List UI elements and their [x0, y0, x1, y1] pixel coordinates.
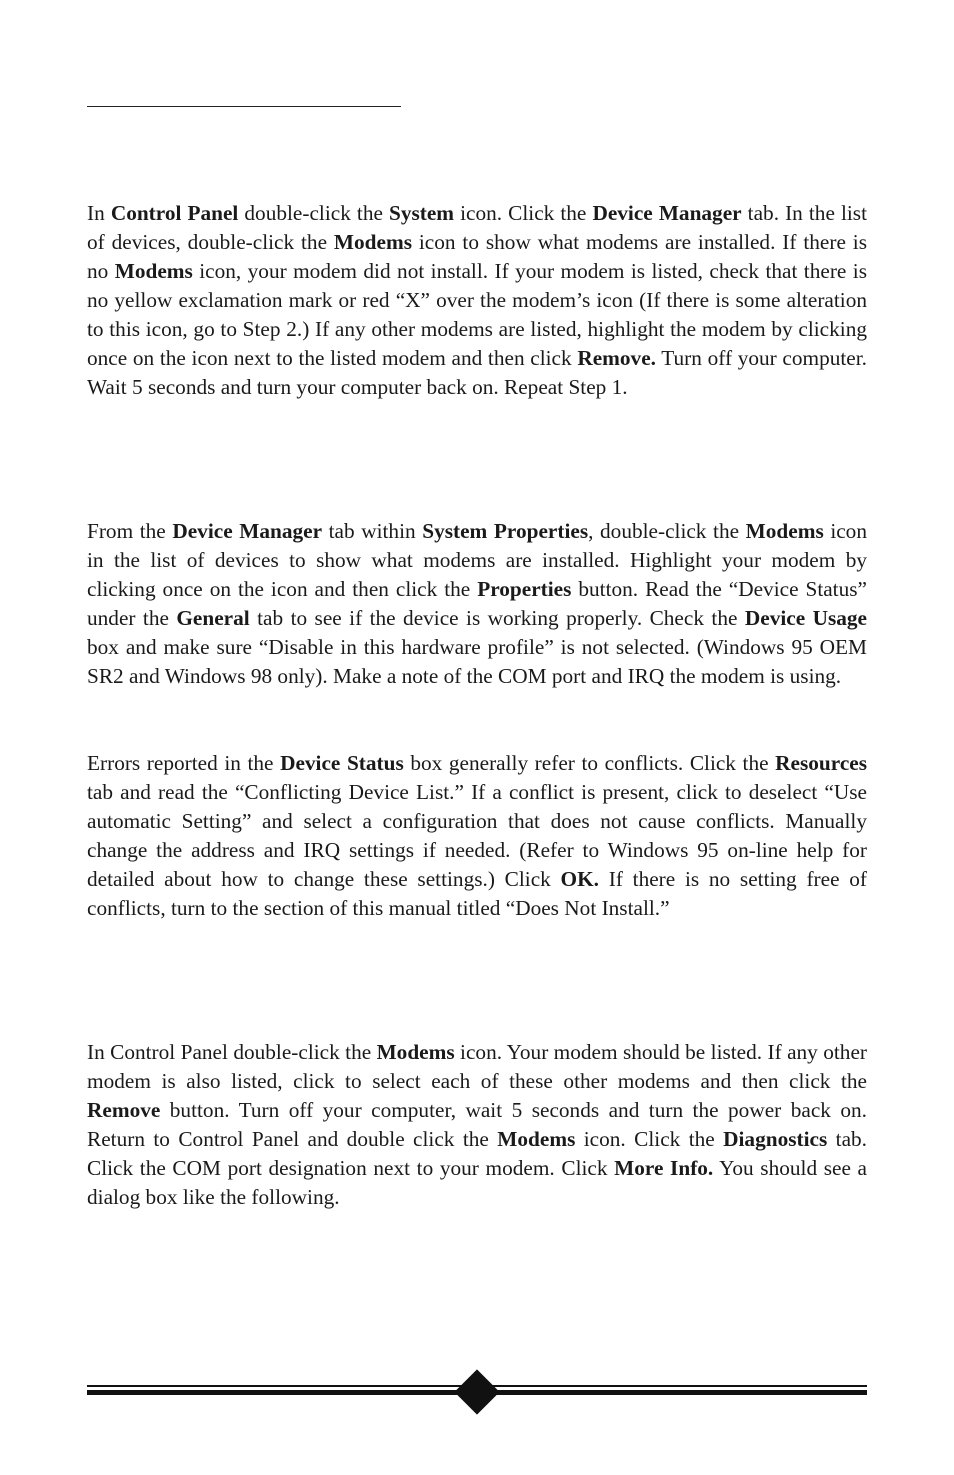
text-segment: tab to see if the device is working properly. Check the	[249, 606, 745, 630]
text-segment: button. Turn off your computer, wait 5 seconds and turn the power back on. Return to Control Panel and double click the	[87, 1098, 867, 1151]
text-segment: From the	[87, 519, 173, 543]
bold-term: General	[176, 606, 250, 630]
bold-term: Device Manager	[172, 519, 323, 543]
bold-term: System	[388, 201, 455, 225]
header-rule	[87, 106, 401, 107]
text-segment: If there is no setting free of conflicts, turn to the section of this manual titled “Does Not Install.”	[87, 867, 868, 920]
text-segment: icon in the list of devices to show what modems are installed. Highlight your modem by clicking once on the icon and then click the	[87, 519, 867, 601]
bold-term: Device Usage	[744, 606, 868, 630]
text-segment: icon. Click the	[575, 1127, 724, 1151]
bold-term: Remove.	[577, 346, 656, 370]
bold-term: Resources	[775, 751, 868, 775]
text-segment: tab within	[322, 519, 423, 543]
text-segment: In	[87, 201, 111, 225]
text-segment: icon. Click the	[454, 201, 593, 225]
text-segment: icon. Your modem should be listed. If any other modem is also listed, click to select each of these other modems and then click the	[87, 1040, 867, 1093]
bold-term: Modems	[497, 1127, 576, 1151]
bold-term: Modems	[376, 1040, 455, 1064]
paragraph-step-3	[87, 1038, 867, 1212]
text-segment: box generally refer to conflicts. Click the	[403, 751, 776, 775]
text-segment: Errors reported in the	[87, 751, 281, 775]
bold-term: System Properties	[422, 519, 589, 543]
text-segment: double-click the	[238, 201, 389, 225]
bold-term: Modems	[745, 519, 824, 543]
text-segment: tab. Click the COM port designation next to your modem. Click	[87, 1127, 867, 1180]
paragraph-errors	[87, 749, 867, 923]
text-segment: box and make sure “Disable in this hardware profile” is not selected. (Windows 95 OEM SR2 and Windows 98 only). Make a note of the COM port and IRQ the modem is using.	[87, 635, 867, 688]
text-segment: , double-click the	[588, 519, 746, 543]
bold-term: Properties	[477, 577, 572, 601]
paragraph-step-2	[87, 517, 867, 691]
text-segment: button. Read the “Device Status” under the	[87, 577, 867, 630]
bold-term: More Info.	[614, 1156, 714, 1180]
bold-term: OK.	[560, 867, 599, 891]
bold-term: Remove	[87, 1098, 161, 1122]
diamond-ornament-icon	[454, 1369, 499, 1414]
text-segment: tab and read the “Conflicting Device List.” If a conflict is present, click to deselect “Use automatic Setting” and select a configuration that does not cause conflicts. Manually change the address and IRQ settings if needed. (Refer to Windows 95 on-line help for detailed about how to change these settings.) Click	[87, 780, 867, 891]
bold-term: Diagnostics	[723, 1127, 828, 1151]
text-segment: icon, your modem did not install. If your modem is listed, check that there is no yellow exclamation mark or red “X” over the modem’s icon (If there is some alteration to this icon, go to Step 2.) If any other modems are listed, highlight the modem by clicking once on the icon next to the listed modem and then click	[87, 259, 867, 370]
bold-term: Control Panel	[110, 201, 239, 225]
bold-term: Modems	[333, 230, 412, 254]
text-segment: tab. In the list of devices, double-click the	[87, 201, 867, 254]
paragraph-step-1	[87, 199, 867, 402]
text-segment: In Control Panel double-click the	[87, 1040, 377, 1064]
text-segment: icon to show what modems are installed. If there is no	[87, 230, 868, 283]
bold-term: Modems	[114, 259, 193, 283]
bold-term: Device Manager	[592, 201, 742, 225]
text-segment: Turn off your computer. Wait 5 seconds and turn your computer back on. Repeat Step 1.	[87, 346, 867, 399]
text-segment: You should see a dialog box like the following.	[87, 1156, 868, 1209]
bold-term: Device Status	[280, 751, 404, 775]
